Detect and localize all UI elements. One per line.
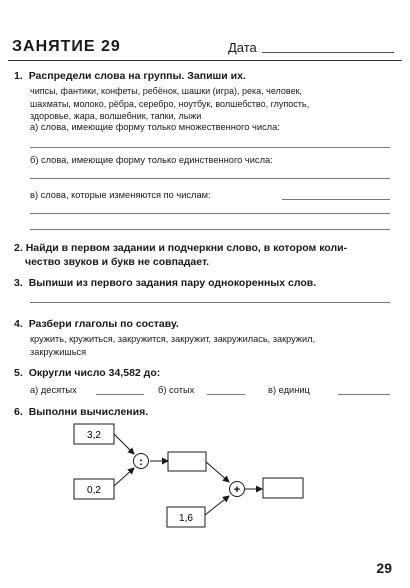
divide-operator-sign: : <box>139 456 143 468</box>
task2-line1: Найди в первом задании и подчеркни слово, в котором коли- <box>25 242 348 254</box>
task5-text: Округли число 34,582 до: <box>28 367 161 379</box>
page-number: 29 <box>376 560 392 576</box>
task5-option-b: б) сотых <box>158 385 195 395</box>
task5-option-c: в) единиц <box>268 385 310 395</box>
result-box-1[interactable] <box>168 452 206 471</box>
arrow-box3-to-plus <box>205 496 229 515</box>
input-box-3-value: 1,6 <box>179 513 193 524</box>
input-box-1-value: 3,2 <box>87 430 101 441</box>
arrow-box2-to-divide <box>114 468 134 486</box>
result-box-2[interactable] <box>263 478 303 498</box>
task4-text: Разбери глаголы по составу. <box>28 318 179 330</box>
plus-operator-sign: + <box>233 484 241 496</box>
lesson-title: ЗАНЯТИЕ 29 <box>12 38 121 55</box>
task1-subtask-c: в) слова, которые изменяются по числам: <box>30 190 211 200</box>
task6-text: Выполни вычисления. <box>28 406 149 418</box>
word-list-line: здоровье, жара, волшебник, тапки, лыжи <box>30 111 202 121</box>
word-list-line: чипсы, фантики, конфеты, ребёнок, шашки (игра), река, человек, <box>30 86 303 96</box>
task5-option-a: а) десятых <box>30 385 77 395</box>
task6-number: 6. <box>14 406 23 418</box>
task2-number: 2. <box>14 242 23 254</box>
task4-number: 4. <box>14 318 23 330</box>
task5-number: 5. <box>14 367 23 379</box>
word-list-line: шахматы, молоко, рёбра, серебро, ноутбук, волшебство, глупость, <box>30 98 310 109</box>
task1-text: Распредели слова на группы. Запиши их. <box>28 70 246 82</box>
task1-number: 1. <box>14 70 23 82</box>
task3-text: Выпиши из первого задания пару однокоренных слов. <box>28 277 317 289</box>
verb-list-line: кружить, кружиться, закружится, закружит, закружилась, закружил, <box>30 334 316 344</box>
input-box-2-value: 0,2 <box>87 485 101 496</box>
arrow-box1-to-divide <box>114 434 134 454</box>
verb-list-line: закружишься <box>30 347 87 357</box>
task1-subtask-a: а) слова, имеющие форму только множественного числа: <box>30 122 280 132</box>
task2-line2: чество звуков и букв не совпадает. <box>25 256 210 268</box>
task1-subtask-b: б) слова, имеющие форму только единственного числа: <box>30 155 273 165</box>
task3-number: 3. <box>14 277 23 289</box>
date-label: Дата <box>228 40 257 55</box>
arrow-result1-to-plus <box>205 461 229 482</box>
